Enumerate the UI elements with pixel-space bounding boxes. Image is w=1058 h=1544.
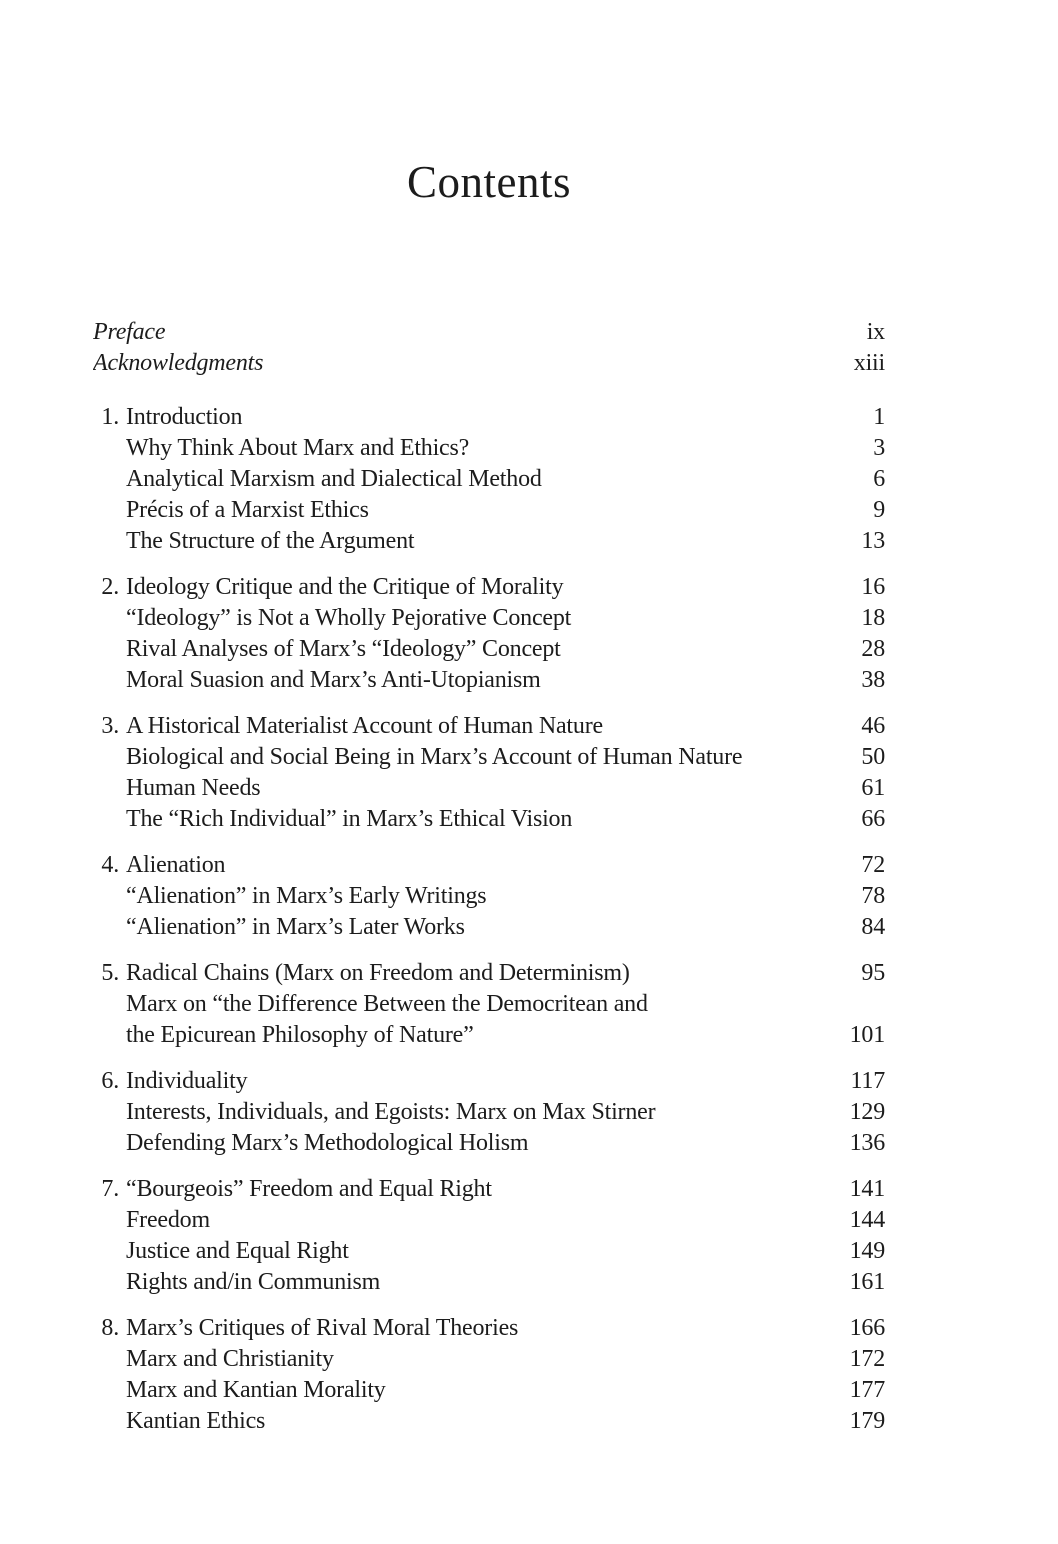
chapter-1 bbox=[93, 402, 885, 557]
chapter-title: Alienation bbox=[126, 852, 226, 878]
section-entry bbox=[93, 1236, 885, 1267]
section-page: 66 bbox=[861, 806, 885, 832]
section-title: Freedom bbox=[126, 1207, 210, 1233]
front-matter bbox=[93, 317, 885, 379]
section-entry bbox=[93, 603, 885, 634]
chapter-number: 8. bbox=[101, 1315, 119, 1341]
section-page: 149 bbox=[849, 1238, 885, 1264]
chapter-title: Radical Chains (Marx on Freedom and Determinism) bbox=[126, 960, 630, 986]
chapter-number: 2. bbox=[101, 574, 119, 600]
section-title: The Structure of the Argument bbox=[126, 528, 415, 554]
section-title: Marx and Christianity bbox=[126, 1346, 334, 1372]
chapter-heading bbox=[93, 572, 885, 603]
section-title: “Alienation” in Marx’s Early Writings bbox=[126, 883, 487, 909]
section-entry bbox=[93, 464, 885, 495]
section-entry bbox=[93, 1267, 885, 1298]
chapter-heading bbox=[93, 958, 885, 989]
section-entry bbox=[93, 1097, 885, 1128]
section-page: 9 bbox=[873, 497, 885, 523]
toc-entry-page: xiii bbox=[853, 350, 885, 376]
toc-entry-label: Acknowledgments bbox=[93, 350, 264, 376]
section-title: Why Think About Marx and Ethics? bbox=[126, 435, 470, 461]
section-page: 101 bbox=[849, 1022, 885, 1048]
toc-entry-preface bbox=[93, 317, 885, 348]
chapter-3 bbox=[93, 711, 885, 835]
section-title: Marx on “the Difference Between the Democritean and bbox=[126, 991, 648, 1017]
section-entry bbox=[93, 989, 885, 1020]
section-entry bbox=[93, 773, 885, 804]
section-page: 144 bbox=[849, 1207, 885, 1233]
section-entry bbox=[93, 634, 885, 665]
toc-entry-acknowledgments bbox=[93, 348, 885, 379]
section-title: Defending Marx’s Methodological Holism bbox=[126, 1130, 529, 1156]
chapter-7 bbox=[93, 1174, 885, 1298]
chapter-number: 6. bbox=[101, 1068, 119, 1094]
chapter-page: 16 bbox=[861, 574, 885, 600]
section-page: 28 bbox=[861, 636, 885, 662]
section-entry bbox=[93, 912, 885, 943]
section-page: 179 bbox=[849, 1408, 885, 1434]
toc-entry-page: ix bbox=[866, 319, 885, 345]
chapter-heading bbox=[93, 402, 885, 433]
section-title: Analytical Marxism and Dialectical Method bbox=[126, 466, 542, 492]
chapter-5 bbox=[93, 958, 885, 1051]
section-entry-continuation bbox=[93, 1020, 885, 1051]
section-entry bbox=[93, 1128, 885, 1159]
section-title: The “Rich Individual” in Marx’s Ethical Vision bbox=[126, 806, 573, 832]
chapter-title: Ideology Critique and the Critique of Morality bbox=[126, 574, 564, 600]
section-page: 172 bbox=[849, 1346, 885, 1372]
page-title: Contents bbox=[406, 157, 571, 207]
section-page: 50 bbox=[861, 744, 885, 770]
section-title: Précis of a Marxist Ethics bbox=[126, 497, 369, 523]
chapter-heading bbox=[93, 1174, 885, 1205]
chapter-page: 46 bbox=[861, 713, 885, 739]
chapter-page: 166 bbox=[849, 1315, 885, 1341]
chapter-6 bbox=[93, 1066, 885, 1159]
section-page: 161 bbox=[849, 1269, 885, 1295]
section-entry bbox=[93, 881, 885, 912]
section-page: 13 bbox=[861, 528, 885, 554]
table-of-contents bbox=[93, 0, 885, 1437]
chapter-2 bbox=[93, 572, 885, 696]
section-title: Human Needs bbox=[126, 775, 261, 801]
chapter-title: “Bourgeois” Freedom and Equal Right bbox=[126, 1176, 492, 1202]
section-page: 177 bbox=[849, 1377, 885, 1403]
chapter-number: 3. bbox=[101, 713, 119, 739]
chapter-page: 72 bbox=[861, 852, 885, 878]
section-page: 38 bbox=[861, 667, 885, 693]
chapter-number: 4. bbox=[101, 852, 119, 878]
section-page: 18 bbox=[861, 605, 885, 631]
section-entry bbox=[93, 1375, 885, 1406]
section-title: the Epicurean Philosophy of Nature” bbox=[126, 1022, 474, 1048]
section-entry bbox=[93, 526, 885, 557]
section-entry bbox=[93, 1344, 885, 1375]
chapter-heading bbox=[93, 1066, 885, 1097]
section-page: 84 bbox=[861, 914, 885, 940]
chapter-title: Introduction bbox=[126, 404, 243, 430]
chapter-page: 117 bbox=[850, 1068, 885, 1094]
section-title: Interests, Individuals, and Egoists: Marx on Max Stirner bbox=[126, 1099, 656, 1125]
chapter-number: 7. bbox=[101, 1176, 119, 1202]
section-title: “Alienation” in Marx’s Later Works bbox=[126, 914, 465, 940]
section-title: Biological and Social Being in Marx’s Account of Human Nature bbox=[126, 744, 743, 770]
chapter-title: Marx’s Critiques of Rival Moral Theories bbox=[126, 1315, 519, 1341]
section-title: Moral Suasion and Marx’s Anti-Utopianism bbox=[126, 667, 541, 693]
section-entry bbox=[93, 804, 885, 835]
section-title: “Ideology” is Not a Wholly Pejorative Concept bbox=[126, 605, 572, 631]
section-page: 3 bbox=[873, 435, 885, 461]
chapter-list bbox=[93, 402, 885, 1437]
chapter-heading bbox=[93, 1313, 885, 1344]
chapter-title: Individuality bbox=[126, 1068, 248, 1094]
section-page: 136 bbox=[849, 1130, 885, 1156]
section-entry bbox=[93, 495, 885, 526]
section-entry bbox=[93, 742, 885, 773]
section-title: Justice and Equal Right bbox=[126, 1238, 349, 1264]
section-page: 129 bbox=[849, 1099, 885, 1125]
chapter-number: 1. bbox=[101, 404, 119, 430]
chapter-8 bbox=[93, 1313, 885, 1437]
chapter-4 bbox=[93, 850, 885, 943]
section-entry bbox=[93, 1406, 885, 1437]
section-title: Rights and/in Communism bbox=[126, 1269, 381, 1295]
chapter-heading bbox=[93, 850, 885, 881]
section-page: 6 bbox=[873, 466, 885, 492]
chapter-number: 5. bbox=[101, 960, 119, 986]
section-entry bbox=[93, 1205, 885, 1236]
section-entry bbox=[93, 433, 885, 464]
section-page: 78 bbox=[861, 883, 885, 909]
chapter-page: 141 bbox=[849, 1176, 885, 1202]
section-page: 61 bbox=[861, 775, 885, 801]
section-title: Rival Analyses of Marx’s “Ideology” Concept bbox=[126, 636, 561, 662]
chapter-page: 1 bbox=[873, 404, 885, 430]
section-title: Kantian Ethics bbox=[126, 1408, 266, 1434]
chapter-title: A Historical Materialist Account of Human Nature bbox=[126, 713, 603, 739]
chapter-heading bbox=[93, 711, 885, 742]
section-entry bbox=[93, 665, 885, 696]
chapter-page: 95 bbox=[861, 960, 885, 986]
section-title: Marx and Kantian Morality bbox=[126, 1377, 386, 1403]
toc-entry-label: Preface bbox=[93, 319, 166, 345]
